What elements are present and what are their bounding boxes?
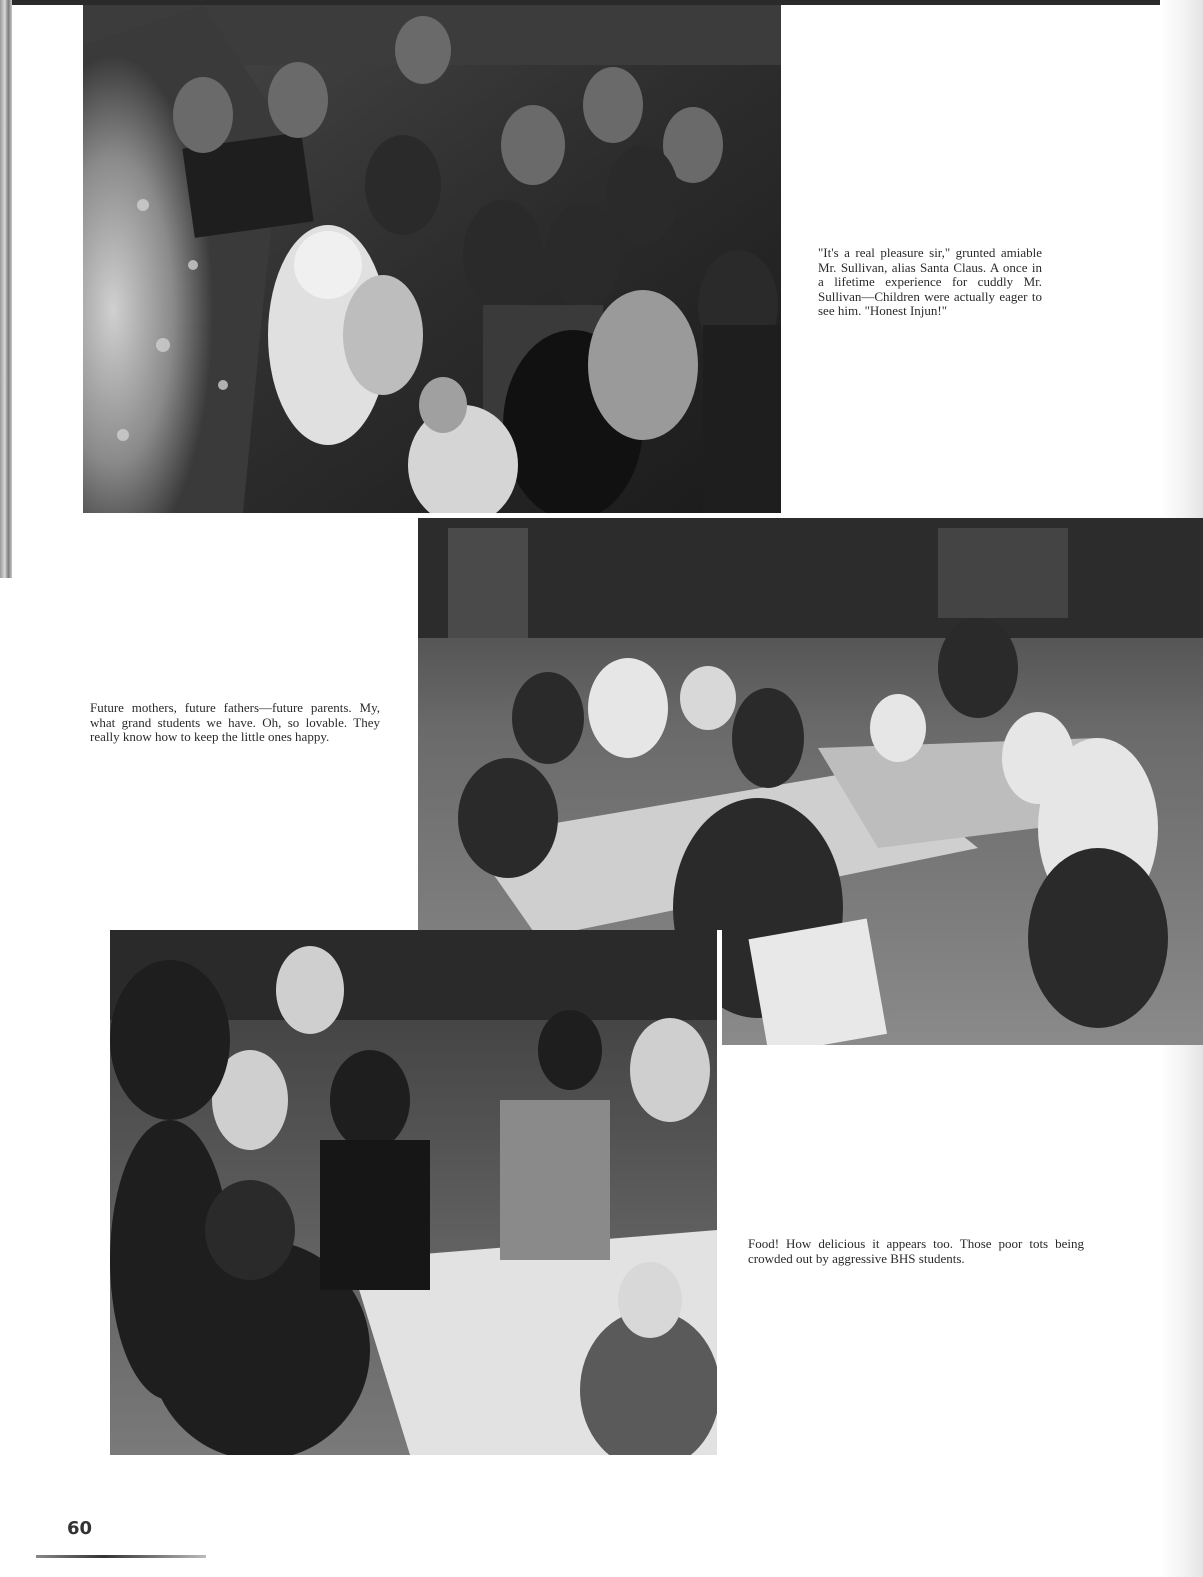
page-number: 60 — [67, 1518, 93, 1539]
food-photo-caption: Food! How delicious it appears too. Those poor tots being crowded out by aggressive BHS students. — [748, 1236, 1084, 1266]
footer-rule — [36, 1555, 206, 1558]
page-binding-edge — [0, 0, 12, 578]
santa-photo-art — [83, 5, 781, 513]
food-table-photo — [110, 930, 717, 1455]
santa-photo-caption: "It's a real pleasure sir," grunted amiable Mr. Sullivan, alias Santa Claus. A once in a lifetime experience for cuddly Mr. Sullivan—Children were actually eager to see him. "Honest Injun!" — [818, 245, 1042, 318]
santa-claus-photo — [83, 5, 781, 513]
parents-photo-caption: Future mothers, future fathers—future parents. My, what grand students we have. Oh, so lovable. They really know how to keep the little ones happy. — [90, 700, 380, 744]
food-photo-art — [110, 930, 717, 1455]
